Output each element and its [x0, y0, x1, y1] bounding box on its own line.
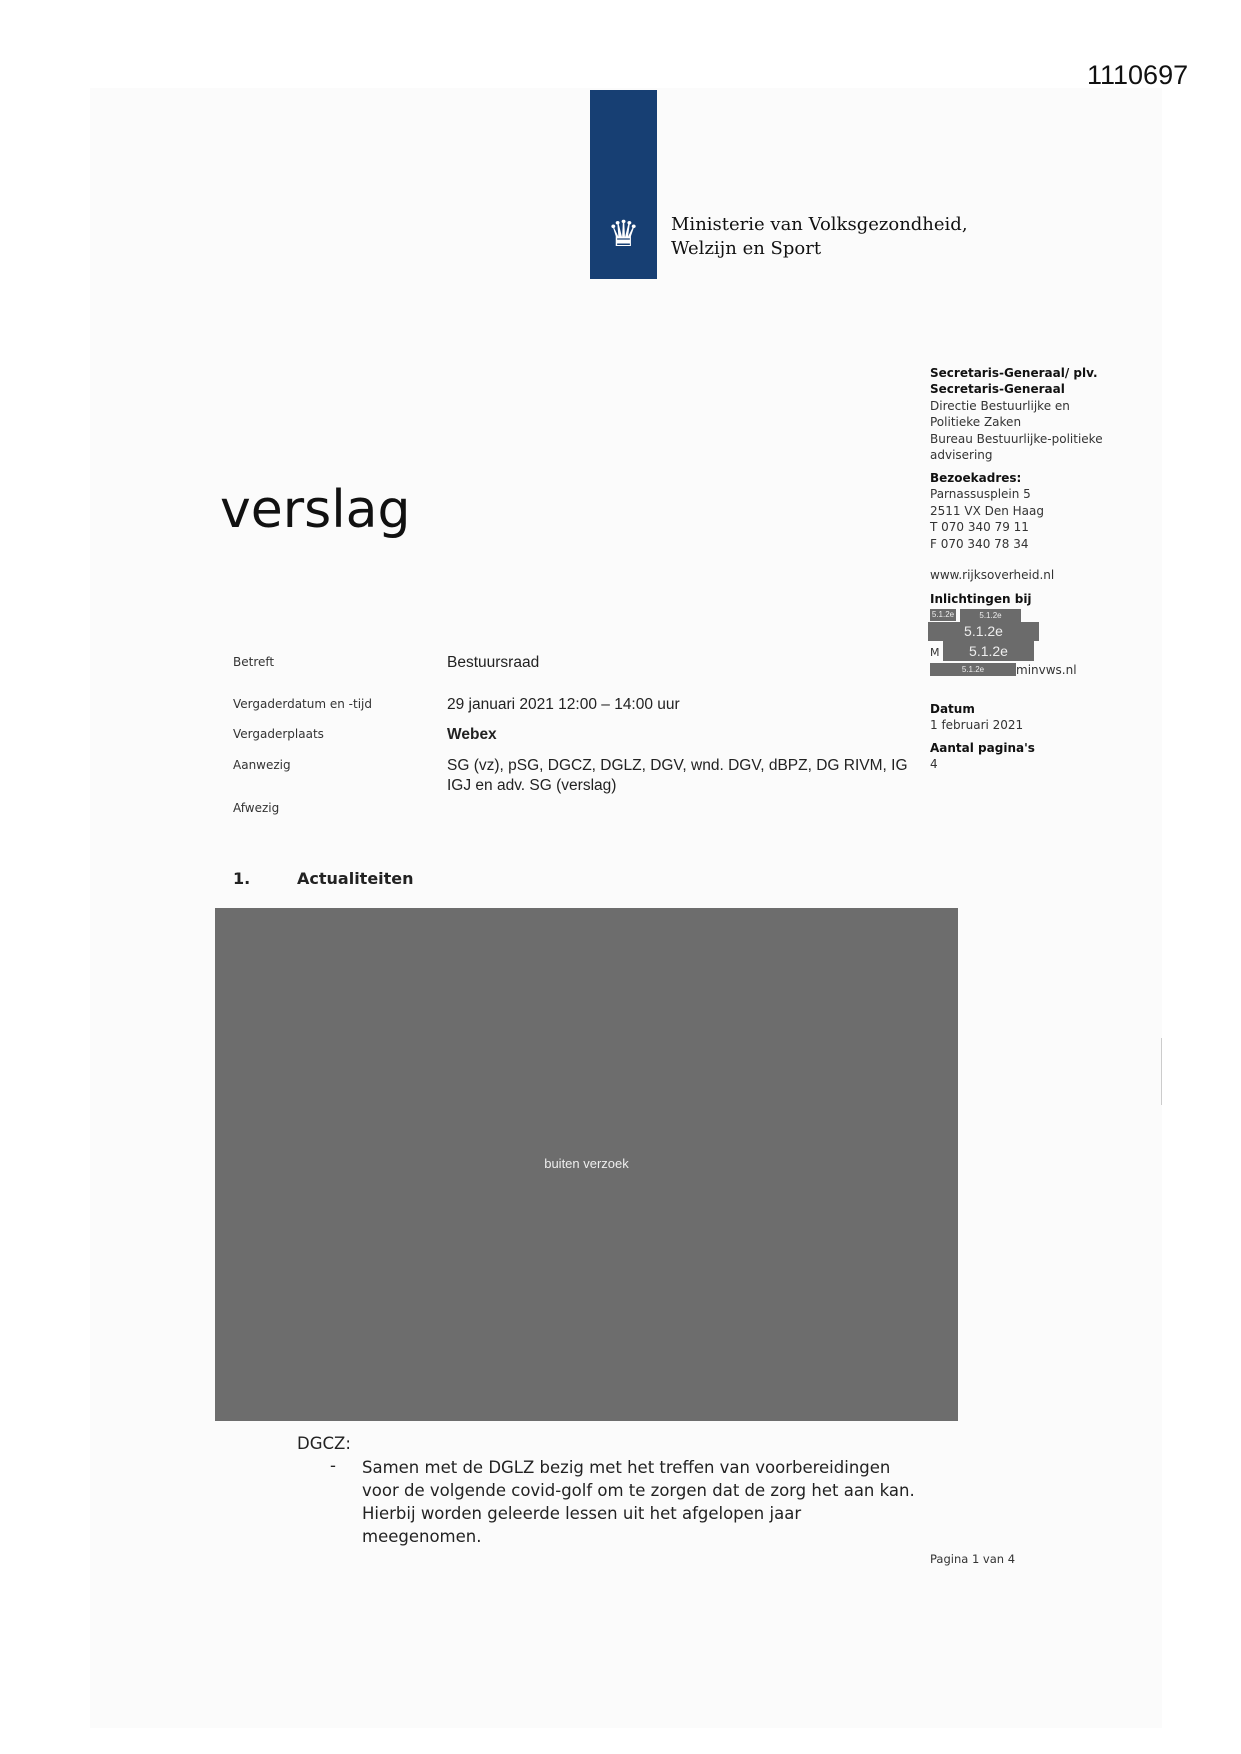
- body-line: meegenomen.: [362, 1527, 482, 1546]
- redaction: 5.1.2e: [928, 622, 1039, 641]
- redaction: 5.1.2e: [931, 610, 955, 619]
- label-aanwezig: Aanwezig: [233, 758, 291, 772]
- pages-block: [930, 740, 1035, 773]
- ministry-name-line2: Welzijn en Sport: [671, 238, 822, 259]
- contact-heading-text: Inlichtingen bij: [930, 592, 1032, 606]
- mobile-prefix: M: [930, 646, 940, 659]
- date-value: 1 februari 2021: [930, 718, 1024, 733]
- dept-line: Directie Bestuurlijke en: [930, 398, 1070, 413]
- redaction: 5.1.2e: [930, 663, 1016, 676]
- document-number: 1110697: [1087, 60, 1189, 90]
- label-plaats: Vergaderplaats: [233, 727, 324, 741]
- pages-value: 4: [930, 757, 938, 772]
- body-heading: DGCZ:: [297, 1434, 351, 1453]
- scan-mark: [1161, 1038, 1162, 1105]
- redaction: 5.1.2e: [943, 641, 1034, 661]
- value-aanwezig-2: IGJ en adv. SG (verslag): [447, 777, 617, 794]
- dept-line: Bureau Bestuurlijke-politieke: [930, 431, 1103, 446]
- label-betreft: Betreft: [233, 655, 275, 669]
- contact-heading: [930, 591, 1032, 607]
- ministry-name-line1: Ministerie van Volksgezondheid,: [671, 214, 968, 235]
- crest-icon: ♛: [607, 214, 640, 255]
- label-afwezig: Afwezig: [233, 801, 280, 815]
- address-line: Parnassusplein 5: [930, 487, 1031, 502]
- body-line: Hierbij worden geleerde lessen uit het afgelopen jaar: [362, 1504, 802, 1523]
- dept-line: Politieke Zaken: [930, 415, 1022, 430]
- page-footer: Pagina 1 van 4: [930, 1552, 1016, 1566]
- website-link[interactable]: www.rijksoverheid.nl: [930, 568, 1055, 582]
- redaction-label: buiten verzoek: [544, 1156, 629, 1171]
- address-line: F 070 340 78 34: [930, 536, 1029, 551]
- document-title: verslag: [220, 480, 411, 540]
- value-betreft: Bestuursraad: [447, 654, 540, 671]
- email-suffix: minvws.nl: [1016, 663, 1077, 677]
- value-datum: 29 januari 2021 12:00 – 14:00 uur: [447, 696, 680, 713]
- label-datum: Vergaderdatum en -tijd: [233, 697, 372, 711]
- address-heading: Bezoekadres:: [930, 471, 1022, 485]
- body-line: Samen met de DGLZ bezig met het treffen van voorbereidingen: [362, 1458, 891, 1477]
- section-number: 1.: [233, 869, 251, 888]
- address-line: 2511 VX Den Haag: [930, 503, 1044, 518]
- sidebar-address: [930, 470, 1044, 552]
- section-title: Actualiteiten: [297, 869, 414, 888]
- date-heading: Datum: [930, 702, 975, 716]
- date-block: [930, 701, 1023, 734]
- pages-heading: Aantal pagina's: [930, 741, 1035, 755]
- sidebar-department: [930, 365, 1103, 463]
- dept-bold1: Secretaris-Generaal/ plv.: [930, 366, 1098, 380]
- redaction: 5.1.2e: [960, 609, 1021, 622]
- body-line: voor de volgende covid-golf om te zorgen dat de zorg het aan kan.: [362, 1481, 915, 1500]
- bullet-text: [362, 1456, 915, 1548]
- dept-bold2: Secretaris-Generaal: [930, 382, 1065, 397]
- dept-line: advisering: [930, 448, 993, 463]
- redacted-block: [215, 908, 958, 1421]
- value-aanwezig-1: SG (vz), pSG, DGCZ, DGLZ, DGV, wnd. DGV, dBPZ, DG RIVM, IG: [447, 757, 908, 774]
- address-line: T 070 340 79 11: [930, 520, 1029, 535]
- bullet-dash: -: [330, 1456, 336, 1475]
- value-plaats: Webex: [447, 726, 497, 743]
